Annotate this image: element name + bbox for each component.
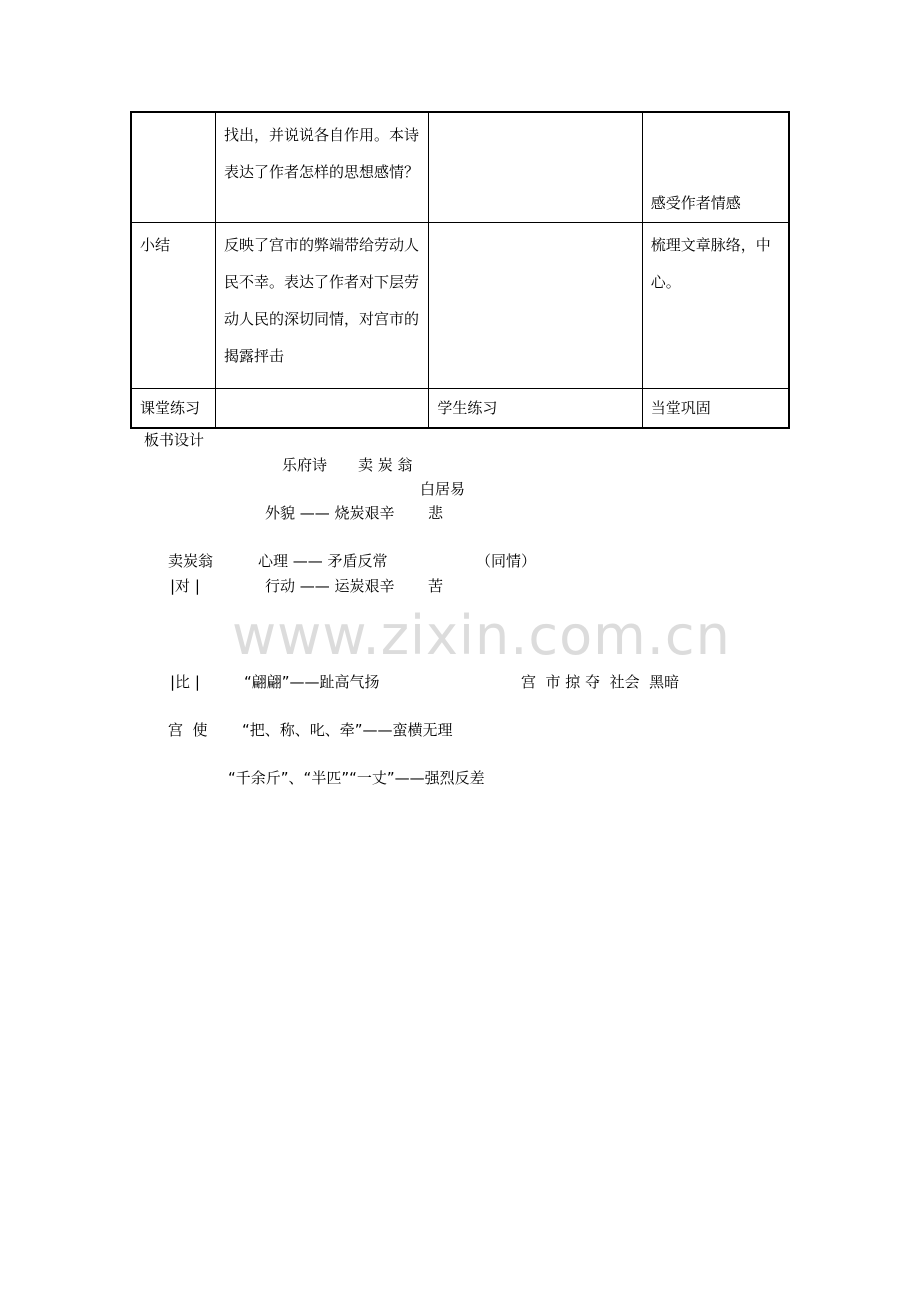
board-title: 卖 炭 翁 [358, 456, 413, 474]
table-cell: 小结 [131, 223, 215, 389]
table-cell: 学生练习 [429, 389, 642, 429]
board-word-sad: 悲 [428, 504, 444, 522]
board-author: 白居易 [420, 480, 466, 498]
board-line-society: 宫 市 掠 夺 社会 黑暗 [521, 673, 680, 691]
table-cell: 课堂练习 [131, 389, 215, 429]
lesson-table [130, 111, 790, 429]
table-row [131, 389, 789, 429]
board-word-sympathy: （同情） [476, 552, 537, 570]
board-left-dui: |对 | [170, 577, 200, 595]
board-line-verbs: “把、称、叱、牵”——蛮横无理 [242, 721, 453, 739]
table-cell: 感受作者情感 [642, 112, 789, 223]
board-left-bi: |比 | [170, 673, 200, 691]
board-left-title: 卖炭翁 [168, 552, 214, 570]
table-cell [429, 223, 642, 389]
table-cell: 找出，并说说各自作用。本诗表达了作者怎样的思想感情？ [215, 112, 428, 223]
table-row [131, 112, 789, 223]
watermark: www.zixin.com.cn [232, 604, 731, 667]
board-genre: 乐府诗 [282, 456, 328, 474]
board-line-mind: 心理 —— 矛盾反常 [258, 552, 388, 570]
table-cell: 当堂巩固 [642, 389, 789, 429]
table-cell: 梳理文章脉络，中心。 [642, 223, 789, 389]
board-line-pianpian: “翩翩”——趾高气扬 [244, 673, 380, 691]
board-line-appearance: 外貌 —— 烧炭艰辛 [265, 504, 395, 522]
board-line-action: 行动 —— 运炭艰辛 [265, 577, 395, 595]
board-line-contrast: “千余斤”、“半匹”“一丈”——强烈反差 [228, 769, 485, 787]
board-heading: 板书设计 [144, 431, 205, 449]
table-cell [429, 112, 642, 223]
table-cell: 反映了宫市的弊端带给劳动人民不幸。表达了作者对下层劳动人民的深切同情，对宫市的揭露抨击 [215, 223, 428, 389]
table-cell [215, 389, 428, 429]
table-cell [131, 112, 215, 223]
table-row [131, 223, 789, 389]
board-word-bitter: 苦 [428, 577, 444, 595]
board-left-gongshi: 宫 使 [168, 721, 208, 739]
